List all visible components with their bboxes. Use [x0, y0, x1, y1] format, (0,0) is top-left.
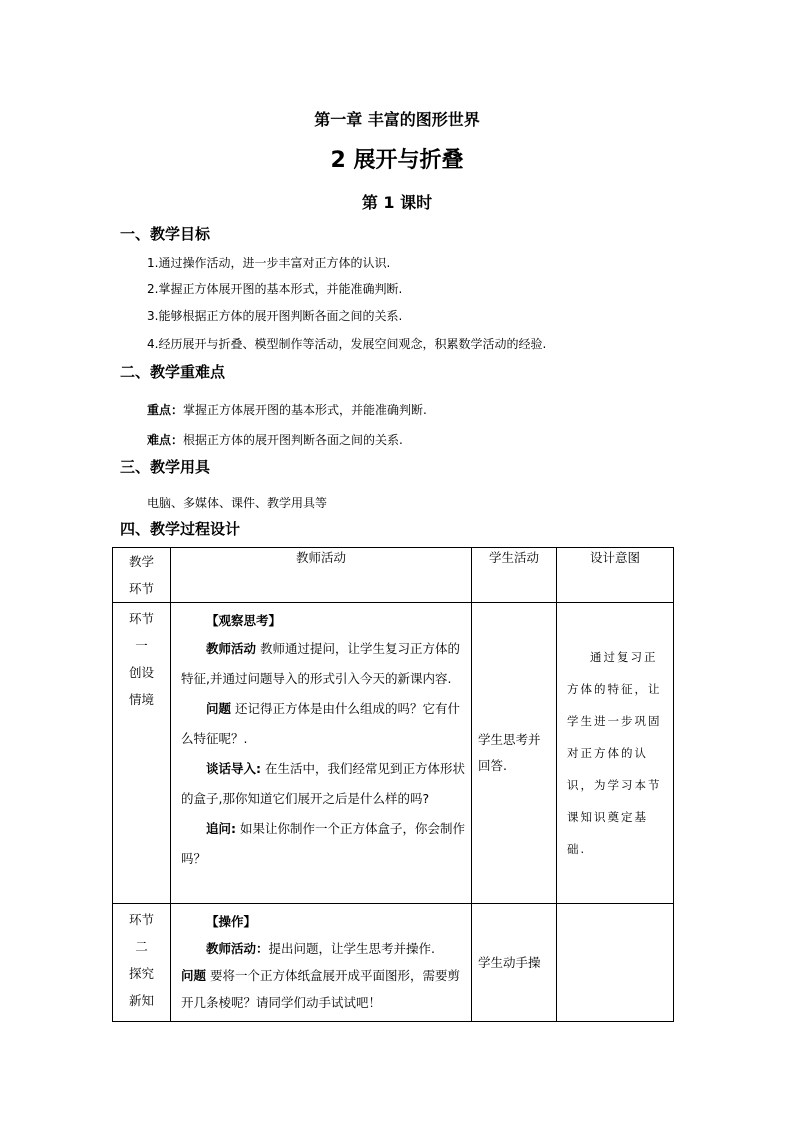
- table-row: [113, 904, 674, 1022]
- key-point-text: 掌握正方体展开图的基本形式，并能准确判断.: [183, 403, 427, 417]
- header-stage-line: 环节: [128, 581, 154, 596]
- table-row: [113, 603, 674, 904]
- follow-up-question: 追问: 如果让你制作一个正方体盒子，你会制作吗？: [181, 821, 465, 866]
- header-teacher: 教师活动: [171, 548, 472, 603]
- stage-line: 二: [135, 939, 148, 954]
- tools-text: 电脑、多媒体、课件、教学用具等: [147, 496, 328, 510]
- stage-line: 新知: [128, 993, 154, 1008]
- difficulty-point: [147, 431, 403, 448]
- goals-heading: 一、教学目标: [120, 225, 211, 243]
- section-label: 【观察思考】: [206, 613, 282, 628]
- header-intent: 设计意图: [557, 548, 674, 603]
- talk-intro: 谈话导入: 在生活中，我们经常见到正方体形状的盒子,那你知道它们展开之后是什么样的吗?: [181, 761, 465, 806]
- difficulty-label: 难点：: [147, 433, 184, 447]
- key-point-label: 重点：: [147, 403, 184, 417]
- chapter-title: 第一章 丰富的图形世界: [314, 110, 480, 129]
- goal-item: 3.能够根据正方体的展开图判断各面之间的关系.: [147, 309, 403, 323]
- stage-line: 创设: [128, 665, 154, 680]
- tools-heading: 三、教学用具: [120, 458, 211, 476]
- goal-item: 4.经历展开与折叠、模型制作等活动，发展空间观念，积累数学活动的经验.: [147, 337, 547, 351]
- lesson-plan-table: [112, 547, 674, 1022]
- question: 问题 还记得正方体是由什么组成的吗？它有什么特征呢？.: [181, 701, 460, 746]
- teacher-activity-cell: [171, 904, 472, 1022]
- question: 问题 要将一个正方体纸盒展开成平面图形，需要剪开几条棱呢？请同学们动手试试吧！: [181, 968, 460, 1010]
- teacher-activity-cell: [171, 603, 472, 904]
- key-point: [147, 401, 427, 418]
- header-stage-line: 教学: [128, 554, 154, 569]
- design-intent-text: 通过复习正方体的特征，让学生进一步巩固对正方体的认识，为学习本节课知识奠定基础.: [567, 650, 662, 856]
- stage-line: 一: [135, 638, 148, 653]
- section-label: 【操作】: [206, 914, 257, 929]
- teacher-activity: 教师活动：提出问题，让学生思考并操作.: [206, 941, 435, 956]
- stage-cell: [113, 603, 171, 904]
- goal-item: 1.通过操作活动，进一步丰富对正方体的认识.: [147, 256, 391, 270]
- student-activity-cell: 学生思考并回答.: [472, 603, 557, 904]
- teacher-activity: 教师活动 教师通过提问，让学生复习正方体的特征,并通过问题导入的形式引入今天的新课内容.: [181, 641, 460, 686]
- difficulty-text: 根据正方体的展开图判断各面之间的关系.: [183, 433, 403, 447]
- design-intent-cell: [557, 603, 674, 904]
- table-header-row: [113, 548, 674, 603]
- student-activity-cell: 学生动手操: [472, 904, 557, 1022]
- header-stage: [113, 548, 171, 603]
- stage-line: 情境: [128, 692, 154, 707]
- process-heading: 四、教学过程设计: [120, 520, 241, 538]
- period-title: 第 1 课时: [361, 193, 433, 212]
- stage-line: 环节: [128, 912, 154, 927]
- lesson-title: 2 展开与折叠: [330, 148, 464, 173]
- goal-item: 2.掌握正方体展开图的基本形式，并能准确判断.: [147, 282, 403, 296]
- stage-line: 环节: [128, 611, 154, 626]
- key-heading: 二、教学重难点: [120, 363, 226, 381]
- header-student: 学生活动: [472, 548, 557, 603]
- stage-cell: [113, 904, 171, 1022]
- design-intent-cell: [557, 904, 674, 1022]
- stage-line: 探究: [128, 966, 154, 981]
